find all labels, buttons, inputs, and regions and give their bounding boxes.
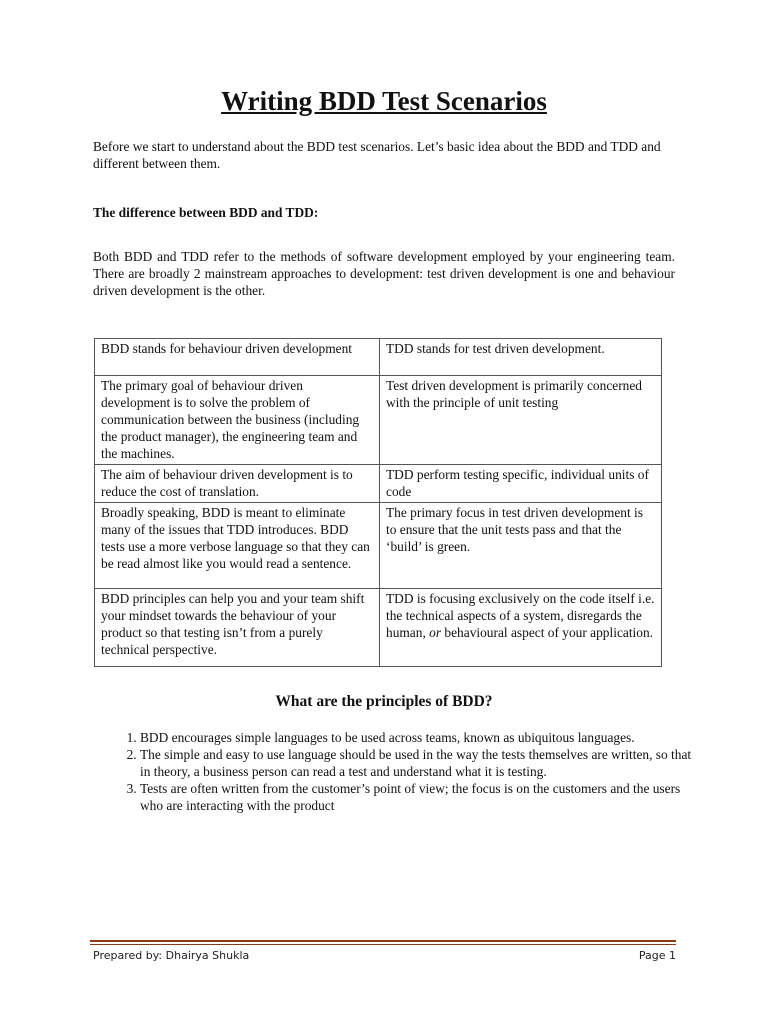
bdd-cell: BDD principles can help you and your team shift your mindset towards the behaviour of your product so that testing isn’t from a purely technical perspective. (95, 589, 380, 667)
tdd-cell: TDD perform testing specific, individual units of code (380, 465, 662, 503)
table-row (95, 376, 662, 465)
tdd-text-part: TDD is focusing exclusively on the code itself i.e. the technical aspects of a system, disregards the human, (386, 591, 655, 640)
bdd-cell: BDD stands for behaviour driven development (95, 339, 380, 376)
footer-author: Prepared by: Dhairya Shukla (93, 949, 250, 962)
table-row (95, 465, 662, 503)
list-item: 3. Tests are often written from the customer’s point of view; the focus is on the customers and the users who are interacting with the product (140, 780, 700, 814)
tdd-text-part: behavioural aspect of your application. (441, 625, 654, 640)
tdd-cell: Test driven development is primarily concerned with the principle of unit testing (380, 376, 662, 465)
table-row (95, 503, 662, 589)
difference-paragraph: Both BDD and TDD refer to the methods of software development employed by your engineering team. There are broadly 2 mainstream approaches to development: test driven development is one and behaviour driven development is the other. (93, 249, 675, 298)
bdd-cell: Broadly speaking, BDD is meant to eliminate many of the issues that TDD introduces. BDD tests use a more verbose language so that they can be read almost like you would read a sentence. (95, 503, 380, 589)
intro-paragraph: Before we start to understand about the BDD test scenarios. Let’s basic idea about the BDD and TDD and different between them. (93, 139, 661, 171)
tdd-text-emphasis: or (429, 625, 442, 640)
list-item: 2. The simple and easy to use language should be used in the way the tests themselves are written, so that in theory, a business person can read a test and understand what it is testing. (140, 746, 700, 780)
footer-rule-thin (90, 944, 676, 945)
tdd-cell (380, 589, 662, 667)
table-row (95, 339, 662, 376)
list-item: 1. BDD encourages simple languages to be used across teams, known as ubiquitous languages. (140, 729, 700, 746)
footer-page-number: Page 1 (638, 949, 676, 962)
footer-rule (90, 940, 676, 942)
document-title: Writing BDD Test Scenarios (221, 86, 547, 116)
principles-list (93, 729, 700, 814)
tdd-cell: TDD stands for test driven development. (380, 339, 662, 376)
difference-heading: The difference between BDD and TDD: (93, 205, 319, 220)
table-row (95, 589, 662, 667)
bdd-cell: The aim of behaviour driven development is to reduce the cost of translation. (95, 465, 380, 503)
principles-heading: What are the principles of BDD? (275, 693, 493, 710)
tdd-cell: The primary focus in test driven development is to ensure that the unit tests pass and that the ‘build’ is green. (380, 503, 662, 589)
bdd-cell: The primary goal of behaviour driven development is to solve the problem of communication between the business (including the product manager), the engineering team and the machines. (95, 376, 380, 465)
comparison-table (94, 338, 662, 667)
